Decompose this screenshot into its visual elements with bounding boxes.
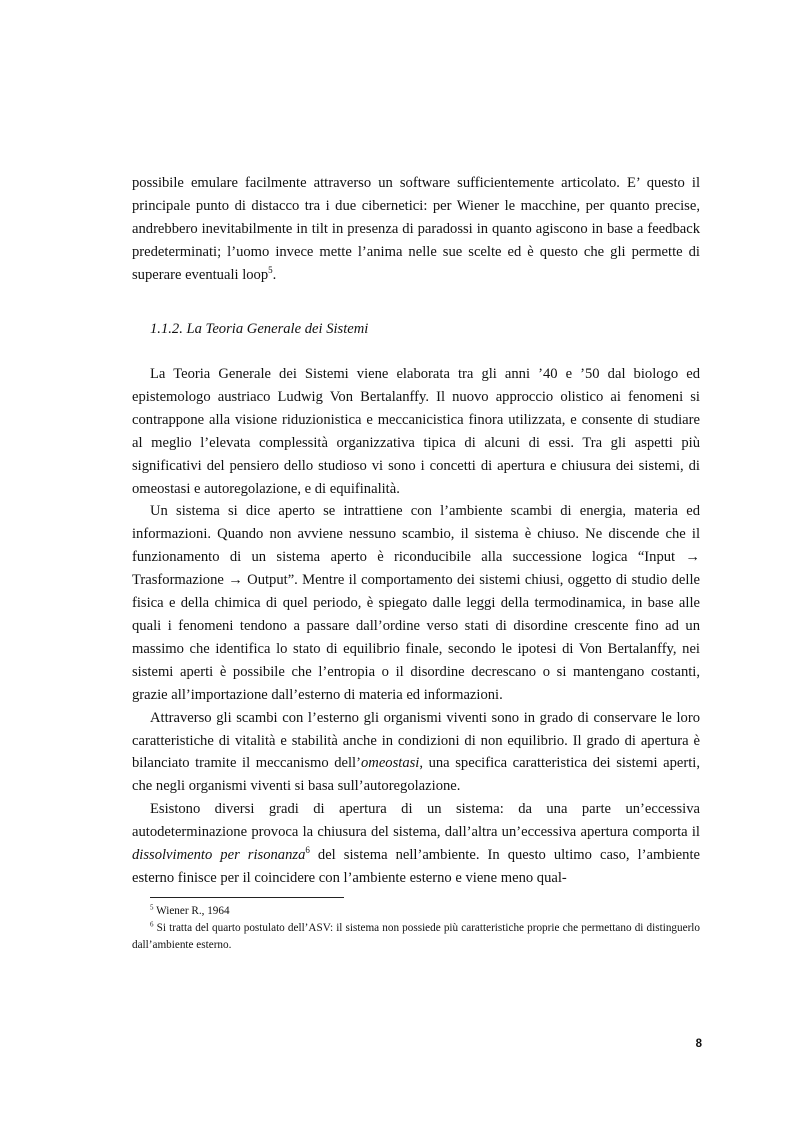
paragraph: Attraverso gli scambi con l’esterno gli organismi viventi sono in grado di conservare le loro caratteristiche di vitalità e stabilità anche in condizioni di non equilibrio. Il grado di apertura è bilanciato tramite il meccanismo dell’omeostasi, una specifica caratteristica dei sistemi aperti, che negli organismi viventi si basa sull’autoregolazione.: [132, 709, 700, 795]
section-heading: 1.1.2. La Teoria Generale dei Sistemi: [150, 321, 369, 337]
paragraph: possibile emulare facilmente attraverso un software sufficientemente articolato. E’ questo il principale punto di distacco tra i due cibernetici: per Wiener le macchine, per quanto precise, andrebbero inevitabilmente in tilt in presenza di paradossi in quanto agiscono in base a feedback predeterminati; l’uomo invece mette l’anima nelle sue scelte ed è questo che gli permette di superare eventuali loop$^5$.: [132, 175, 700, 283]
section-body: [132, 363, 700, 890]
footnote-6: $^6$ Si tratta del quarto postulato dell’ASV: il sistema non possiede più caratteristiche proprie che permettano di distinguerlo dall’ambiente esterno.: [132, 920, 700, 951]
paragraph: Esistono diversi gradi di apertura di un sistema: da una parte un’eccessiva autodeterminazione provoca la chiusura del sistema, dall’altra un’eccessiva apertura comporta il dissolvimento per risonanza$^6$ del sistema nell’ambiente. In questo ultimo caso, l’ambiente esterno finisce per il coincidere con l’ambiente esterno e viene meno qual-: [132, 801, 700, 886]
footnote-ref-5[interactable]: 5: [268, 264, 273, 275]
term-omeostasi: omeostasi: [360, 755, 420, 772]
footnote-5: $^5$ Wiener R., 1964: [150, 903, 230, 917]
page-number: 8: [695, 1038, 702, 1050]
paragraph: Un sistema si dice aperto se intrattiene con l’ambiente scambi di energia, materia ed informazioni. Quando non avviene nessuno scambio, il sistema è chiuso. Ne discende che il funzionamento di un sistema aperto è riconducibile alla successione logica “Input → Trasformazione → Output”. Mentre il comportamento dei sistemi chiusi, oggetto di studio delle fisica e della chimica di quel periodo, è spiegato dalle leggi della termodinamica, in base alle quali i fenomeni tendono a passare dall’ordine verso stati di disordine crescente fino ad un massimo che identifica lo stato di equilibrio finale, secondo le ipotesi di Von Bertalanffy, nei sistemi aperti è possibile che l’entropia o il disordine decrescano o si mantengano costanti, grazie all’importazione dall’esterno di materia ed informazioni.: [132, 503, 700, 703]
paragraph: La Teoria Generale dei Sistemi viene elaborata tra gli anni ’40 e ’50 dal biologo ed epistemologo austriaco Ludwig Von Bertalanffy. Il nuovo approccio olistico ai fenomeni si contrappone alla visione riduzionistica e meccanicistica finora utilizzata, e consente di studiare al meglio l’elevata complessità organizzativa tipica di alcuni di essi. Tra gli aspetti più significativi del pensiero dello studioso vi sono i concetti di apertura e chiusura dei sistemi, di omeostasi e autoregolazione, e di equifinalità.: [132, 366, 700, 497]
term-dissolvimento: dissolvimento per risonanza: [132, 847, 306, 864]
body-text-continuation: [132, 172, 700, 287]
footnotes: [132, 903, 700, 954]
footnote-separator: [150, 897, 344, 898]
footnote-ref-6[interactable]: 6: [305, 845, 310, 856]
